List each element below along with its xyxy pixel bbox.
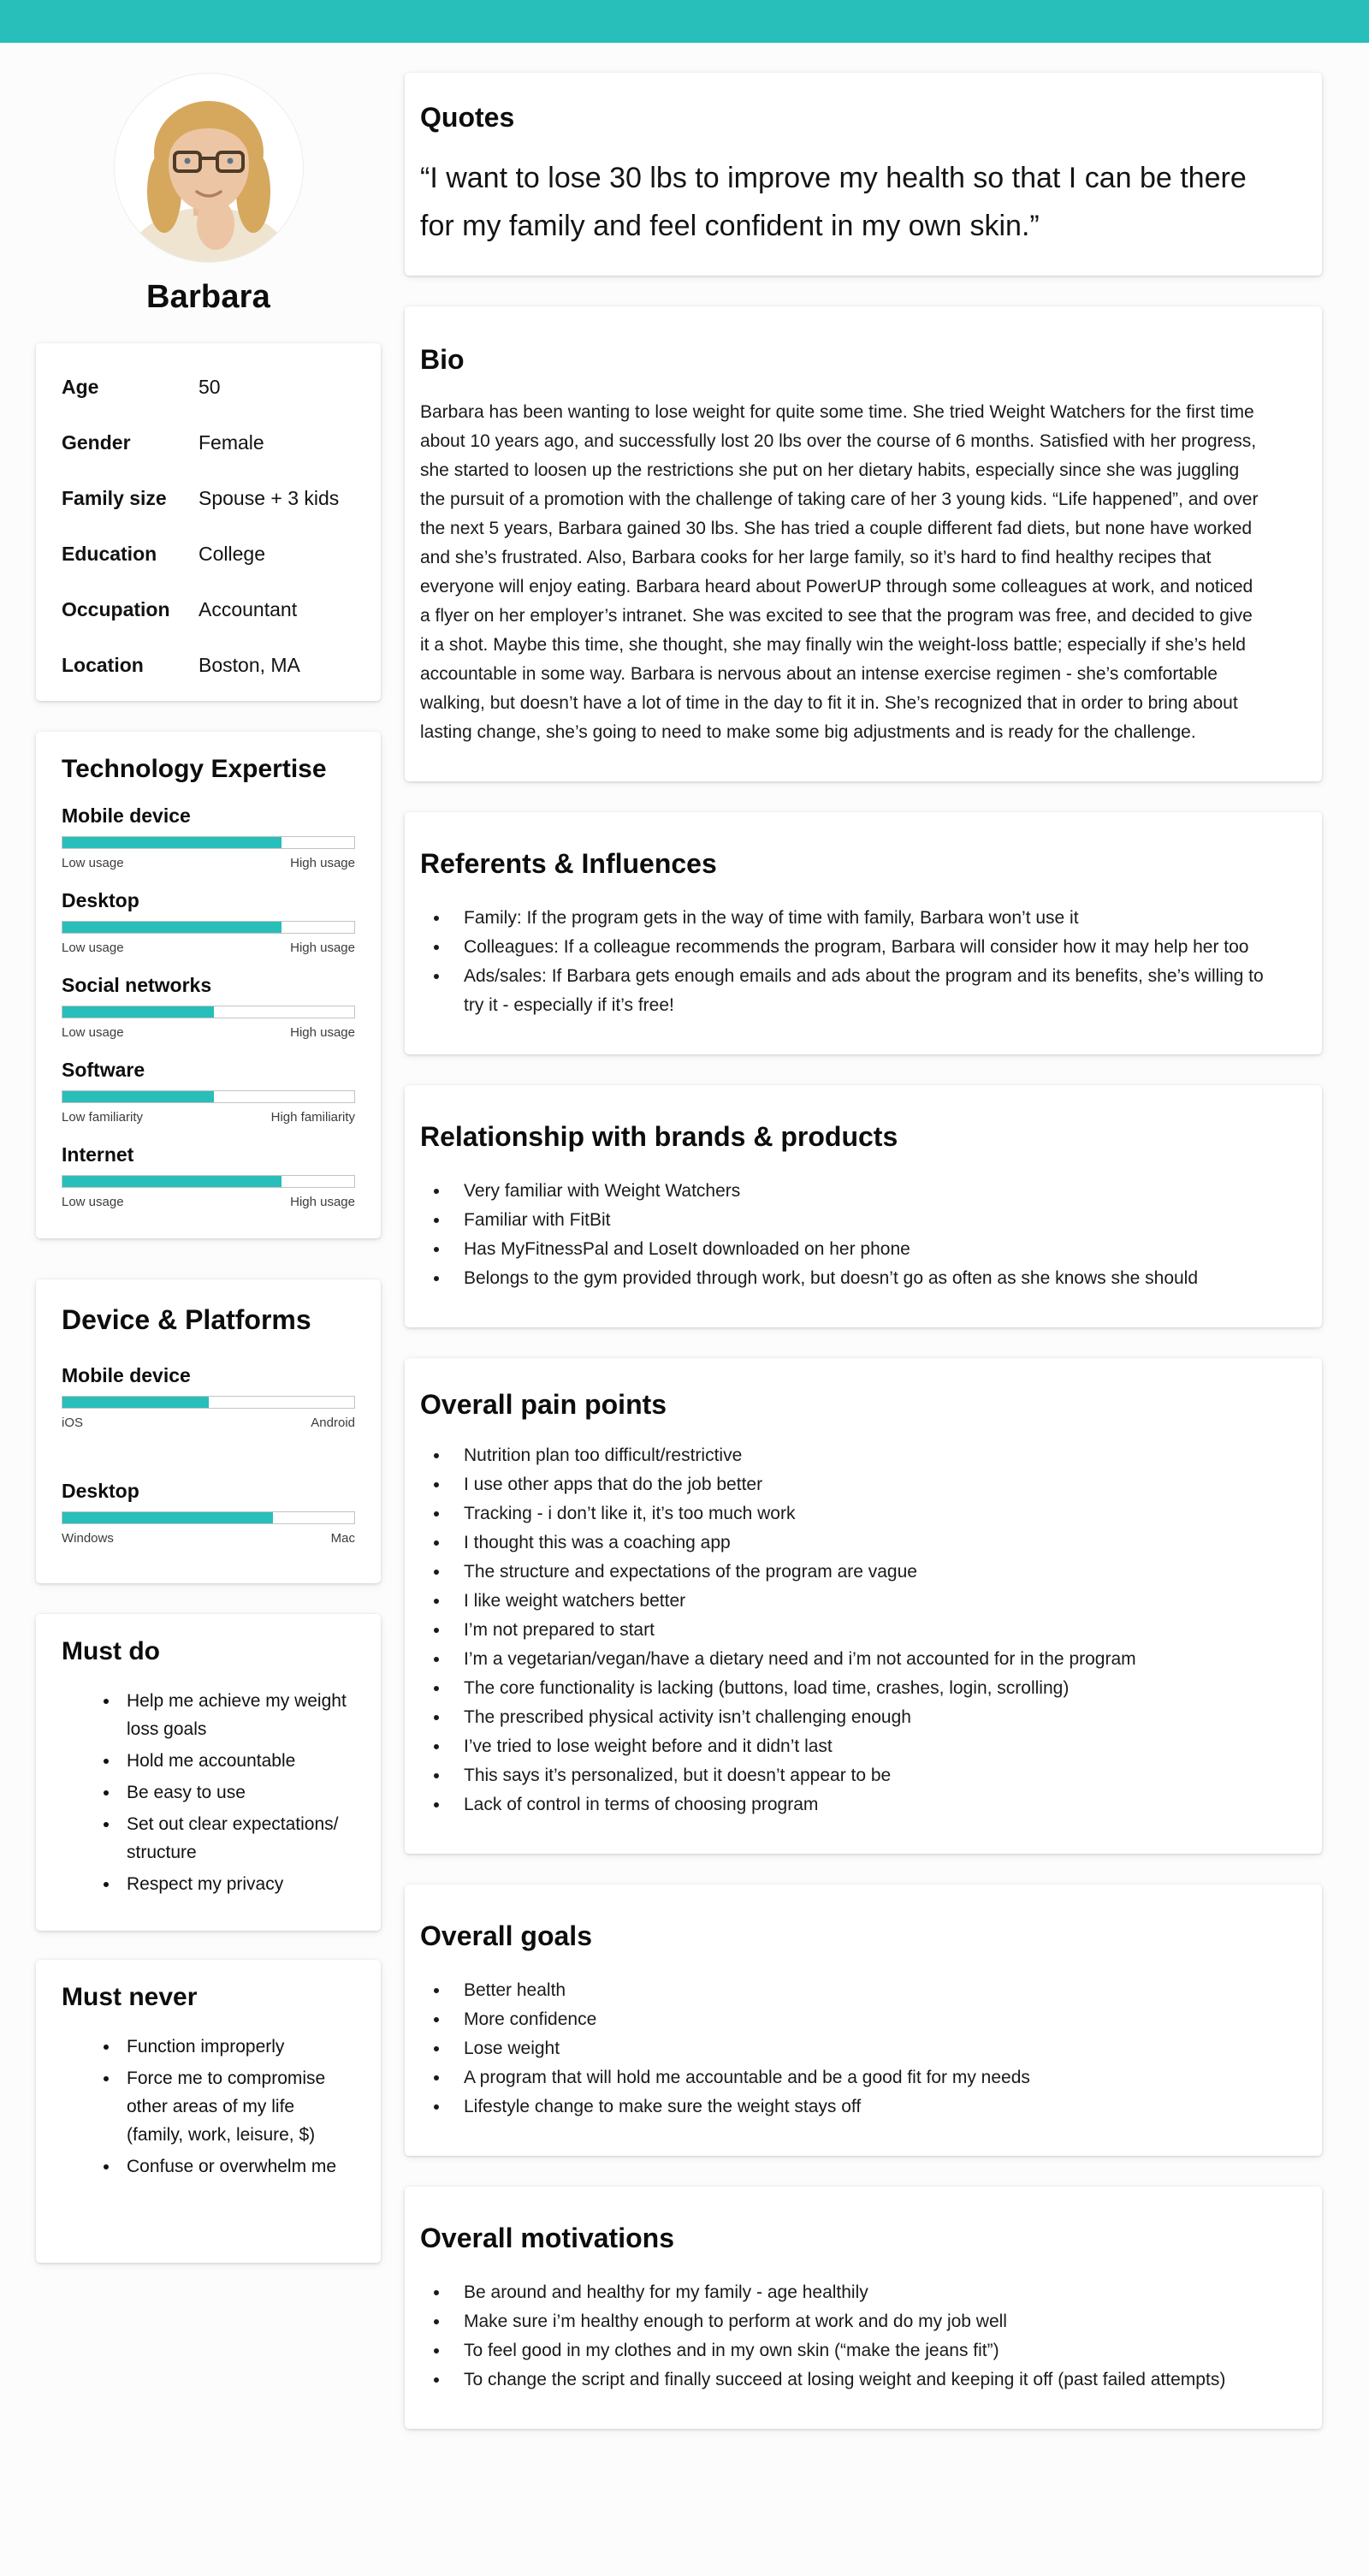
bar-high-label: High familiarity — [270, 1110, 355, 1125]
list-item: • Belongs to the gym provided through work, but doesn’t go as often as she knows she should — [450, 1264, 1275, 1293]
section-title: Must never — [62, 1983, 198, 2011]
bio-text: Barbara has been wanting to lose weight for quite some time. She tried Weight Watchers for the first time about 10 years ago, and successfully lost 20 lbs over the course of 6 months. Satisfied with her progress, she started to loosen up the restrictions she put on her dietary habits, especially since she was juggling the pursuit of a promotion with the challenge of taking care of her 3 young kids. “Life happened”, and over the next 5 years, Barbara gained 30 lbs. She has tried a couple different fad diets, but none have worked and she’s frustrated. Also, Barbara cooks for her large family, so it’s hard to find healthy recipes that everyone will enjoy eating. Barbara heard about PowerUP through some colleagues at work, and noticed a flyer on her employer’s intranet. She was excited to see that the program was free, and decided to give it a shot. Maybe this time, she thought, she may finally win the weight-loss battle; especially if she’s held accountable in some way. Barbara is nervous about an intense exercise regimen - she’s comfortable walking, but doesn’t have a lot of time in the day to fit it in. She’s recognized that in order to bring about lasting change, she’s going to need to make some big adjustments and is ready for the challenge. — [420, 402, 1259, 742]
device-platforms-card — [36, 1279, 381, 1583]
demographic-label: Gender — [62, 431, 131, 454]
list-item: • A program that will hold me accountable and be a good fit for my needs — [450, 2063, 1275, 2092]
list-item: • This says it’s personalized, but it doesn’t appear to be — [450, 1761, 1275, 1790]
overall-goals-card — [405, 1885, 1322, 2156]
bar-low-label: Low familiarity — [62, 1110, 144, 1125]
bar-high-label: High usage — [290, 1195, 355, 1209]
bar-low-label: iOS — [62, 1416, 84, 1430]
bar-low-label: Low usage — [62, 1195, 124, 1209]
section-title: Must do — [62, 1637, 160, 1665]
section-title: Overall motivations — [420, 2223, 674, 2253]
demographic-label: Occupation — [62, 598, 170, 620]
list-item: • I’m not prepared to start — [450, 1616, 1275, 1645]
quotes-card — [405, 73, 1322, 276]
demographic-value: College — [199, 543, 265, 565]
usage-bar-fill — [62, 837, 282, 848]
usage-bar — [62, 1090, 355, 1103]
list-item: • Better health — [450, 1976, 1275, 2005]
demographic-label: Family size — [62, 487, 167, 509]
bar-label: Internet — [62, 1143, 134, 1166]
referents-influences-card — [405, 812, 1322, 1054]
top-accent-bar — [0, 0, 1369, 43]
must-never-card — [36, 1960, 381, 2263]
section-title: Overall pain points — [420, 1389, 667, 1420]
technology-expertise-card — [36, 732, 381, 1238]
must-never-list — [62, 2033, 355, 2181]
bar-label: Social networks — [62, 974, 212, 996]
list-item: • I’m a vegetarian/vegan/have a dietary need and i’m not accounted for in the program — [450, 1645, 1275, 1674]
tech-bar-group — [62, 974, 355, 1040]
bar-low-label: Windows — [62, 1531, 114, 1546]
section-title: Referents & Influences — [420, 848, 717, 879]
list-item: • Lifestyle change to make sure the weight stays off — [450, 2092, 1275, 2122]
tech-bar-group — [62, 1059, 355, 1125]
bar-high-label: High usage — [290, 856, 355, 870]
demographic-value: Female — [199, 431, 264, 454]
list-item: • The structure and expectations of the program are vague — [450, 1558, 1275, 1587]
bar-low-label: Low usage — [62, 941, 124, 955]
brands-products-card — [405, 1085, 1322, 1327]
list-item: • Confuse or overwhelm me — [120, 2152, 355, 2181]
demographic-value: Boston, MA — [199, 654, 300, 676]
usage-bar-fill — [62, 1512, 273, 1523]
section-title: Device & Platforms — [62, 1304, 311, 1335]
brands-list — [420, 1177, 1275, 1293]
bar-label: Software — [62, 1059, 145, 1081]
list-item: • Be easy to use — [120, 1778, 355, 1807]
list-item: • Colleagues: If a colleague recommends the program, Barbara will consider how it may help her too — [450, 933, 1275, 962]
usage-bar-fill — [62, 1091, 214, 1102]
list-item: • Nutrition plan too difficult/restrictive — [450, 1441, 1275, 1470]
usage-bar-fill — [62, 1397, 209, 1408]
persona-name: Barbara — [145, 279, 271, 315]
usage-bar — [62, 836, 355, 849]
usage-bar — [62, 921, 355, 934]
list-item: • Ads/sales: If Barbara gets enough emails and ads about the program and its benefits, she’s willing to try it - especially if it’s free! — [450, 962, 1275, 1020]
motivations-list — [420, 2278, 1275, 2395]
avatar-illustration — [115, 74, 303, 262]
usage-bar — [62, 1511, 355, 1524]
demographic-row — [62, 543, 355, 566]
list-item: • Familiar with FitBit — [450, 1206, 1275, 1235]
demographic-row — [62, 654, 355, 677]
pain-points-list — [420, 1441, 1275, 1819]
demographic-label: Education — [62, 543, 157, 565]
demographic-value: Spouse + 3 kids — [199, 487, 340, 509]
section-title: Quotes — [420, 102, 515, 133]
right-column — [405, 73, 1322, 2460]
list-item: • Force me to compromise other areas of my life (family, work, leisure, $) — [120, 2064, 355, 2149]
list-item: • Respect my privacy — [120, 1870, 355, 1898]
list-item: • Lack of control in terms of choosing program — [450, 1790, 1275, 1819]
list-item: • I thought this was a coaching app — [450, 1528, 1275, 1558]
usage-bar-fill — [62, 1176, 282, 1187]
bar-high-label: Android — [311, 1416, 355, 1430]
section-title: Bio — [420, 344, 465, 375]
device-bar-group — [62, 1480, 355, 1546]
list-item: • I’ve tried to lose weight before and it didn’t last — [450, 1732, 1275, 1761]
must-do-list — [62, 1687, 355, 1898]
demographic-row — [62, 487, 355, 510]
list-item: • Function improperly — [120, 2033, 355, 2061]
avatar — [115, 74, 303, 262]
bar-high-label: High usage — [290, 941, 355, 955]
list-item: • I use other apps that do the job better — [450, 1470, 1275, 1499]
usage-bar — [62, 1175, 355, 1188]
demographics-card — [36, 343, 381, 701]
bio-card — [405, 306, 1322, 781]
demographic-label: Age — [62, 376, 99, 398]
list-item: • More confidence — [450, 2005, 1275, 2034]
device-bar-group — [62, 1364, 355, 1430]
bar-label: Mobile device — [62, 804, 191, 827]
bar-high-label: High usage — [290, 1025, 355, 1040]
demographic-label: Location — [62, 654, 144, 676]
overall-motivations-card — [405, 2187, 1322, 2429]
bar-high-label: Mac — [330, 1531, 355, 1546]
list-item: • To feel good in my clothes and in my own skin (“make the jeans fit”) — [450, 2336, 1275, 2365]
bar-label: Desktop — [62, 1480, 139, 1502]
list-item: • The prescribed physical activity isn’t challenging enough — [450, 1703, 1275, 1732]
section-title: Overall goals — [420, 1920, 592, 1951]
list-item: • Make sure i’m healthy enough to perform at work and do my job well — [450, 2307, 1275, 2336]
demographic-row — [62, 376, 355, 399]
tech-bar-group — [62, 889, 355, 955]
referents-list — [420, 904, 1275, 1020]
list-item: • Help me achieve my weight loss goals — [120, 1687, 355, 1743]
bar-label: Mobile device — [62, 1364, 191, 1386]
list-item: • To change the script and finally succeed at losing weight and keeping it off (past failed attempts) — [450, 2365, 1275, 2395]
goals-list — [420, 1976, 1275, 2122]
usage-bar — [62, 1006, 355, 1018]
bar-label: Desktop — [62, 889, 139, 911]
list-item: • Hold me accountable — [120, 1747, 355, 1775]
usage-bar — [62, 1396, 355, 1409]
demographic-value: Accountant — [199, 598, 298, 620]
list-item: • Has MyFitnessPal and LoseIt downloaded on her phone — [450, 1235, 1275, 1264]
usage-bar-fill — [62, 1006, 214, 1018]
list-item: • Family: If the program gets in the way of time with family, Barbara won’t use it — [450, 904, 1275, 933]
left-column — [36, 43, 381, 2263]
list-item: • Very familiar with Weight Watchers — [450, 1177, 1275, 1206]
demographic-row — [62, 598, 355, 621]
tech-bar-group — [62, 1143, 355, 1209]
bar-low-label: Low usage — [62, 856, 124, 870]
list-item: • The core functionality is lacking (buttons, load time, crashes, login, scrolling) — [450, 1674, 1275, 1703]
pain-points-card — [405, 1358, 1322, 1854]
list-item: • Lose weight — [450, 2034, 1275, 2063]
must-do-card — [36, 1614, 381, 1931]
list-item: • Set out clear expectations/ structure — [120, 1810, 355, 1867]
list-item: • I like weight watchers better — [450, 1587, 1275, 1616]
section-title: Technology Expertise — [62, 755, 327, 783]
list-item: • Be around and healthy for my family - age healthily — [450, 2278, 1275, 2307]
tech-bar-group — [62, 804, 355, 870]
bar-low-label: Low usage — [62, 1025, 124, 1040]
section-title: Relationship with brands & products — [420, 1121, 898, 1152]
quote-text: “I want to lose 30 lbs to improve my health so that I can be there for my family and feel confident in my own skin.” — [420, 162, 1247, 242]
usage-bar-fill — [62, 922, 282, 933]
demographic-value: 50 — [199, 376, 221, 398]
list-item: • Tracking - i don’t like it, it’s too much work — [450, 1499, 1275, 1528]
demographic-row — [62, 431, 355, 454]
